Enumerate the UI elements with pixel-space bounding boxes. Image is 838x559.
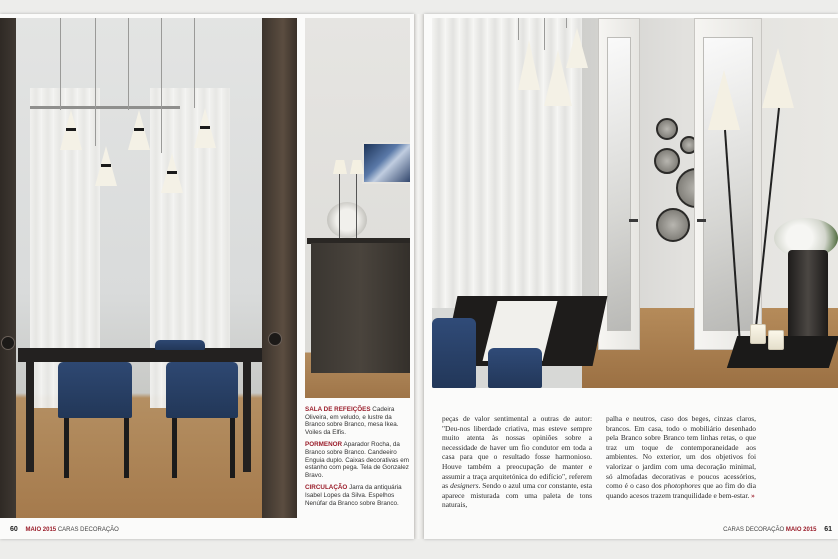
folio-right [723,526,832,533]
table-leg [26,362,34,472]
floor-lamp-shade [762,48,794,108]
door-knob [1,336,15,350]
dining-room-photo [0,18,297,518]
page-number: 61 [824,526,832,533]
blue-chair-back [155,340,205,350]
issue-date: MAIO 2015 [25,527,57,533]
article-column-1: peças de valor sentimental a outras de autor: "Deu-nos liberdade criativa, mas esteve sempre muito atenta às nossas opiniões sobre a necessidade de haver um fio condutor em toda a casa para que o resultado fosse harmonioso. Houve também a preocupação de manter e assumir a traça arquitetónica do edifício", referem as designers. Sendo o azul uma cor constante, esta aparece misturada com uma paleta de tons naturais, [442,414,592,510]
door-frame-left [0,18,16,518]
issue-date: MAIO 2015 [785,527,817,533]
left-page [0,14,414,539]
sideboard [311,243,410,373]
magazine-name: CARAS DECORAÇÃO [57,527,119,533]
painting [362,142,410,184]
table-leg [243,362,251,472]
door-frame-right [262,18,297,518]
page-number: 60 [10,526,18,533]
curtain-rod [30,106,180,109]
round-mirror [654,148,680,174]
dining-table [18,348,262,362]
sideboard-photo [305,18,410,398]
door-knob [268,332,282,346]
photo-captions [305,406,409,512]
folio-left [10,526,119,533]
candle [768,330,784,350]
dark-vase [788,250,828,340]
floor-lamp-shade [708,70,740,130]
end-mark: » [751,490,755,500]
magazine-name: CARAS DECORAÇÃO [723,527,785,533]
table-lamp [333,160,347,174]
hallway-dining-photo [432,18,838,388]
blue-chair [166,362,238,418]
article-column-2: palha e neutros, caso dos beges, cinzas claros, brancos. Em casa, todo o mobiliário desenhado pela Branco sobre Branco tem linhas retas, o que traz um toque de contemporaneidade aos ambientes. No exterior, um dos objetivos foi valorizar o jardim com uma decoração minimal, só almofadas decorativas e poucos acessórios, como é o caso dos photophores que ao fim do dia quando acesos trazem tranquilidade e bem-estar. » [606,414,756,500]
blue-chair [58,362,132,418]
caption: CIRCULAÇÃO Jarra da antiquária Isabel Lopes da Silva. Espelhos Nenúfar da Branco sobre Branco. [305,484,402,507]
round-mirror [656,208,690,242]
decorative-plate [327,202,367,238]
round-mirror [656,118,678,140]
caption: PORMENOR Aparador Rocha, da Branco sobre Branco. Candeeiro Enguia duplo. Caixas decorativas em estanho com pega. Tela de Gonzalez Bravo. [305,441,409,479]
blue-chair [488,348,542,388]
right-page [424,14,838,539]
blue-chair [432,318,476,388]
caption: SALA DE REFEIÇÕES Cadeira Oliveira, em veludo, e lustre da Branco sobre Branco, mesa Ikea. Voiles da Elfis. [305,406,399,436]
candle [750,324,766,344]
